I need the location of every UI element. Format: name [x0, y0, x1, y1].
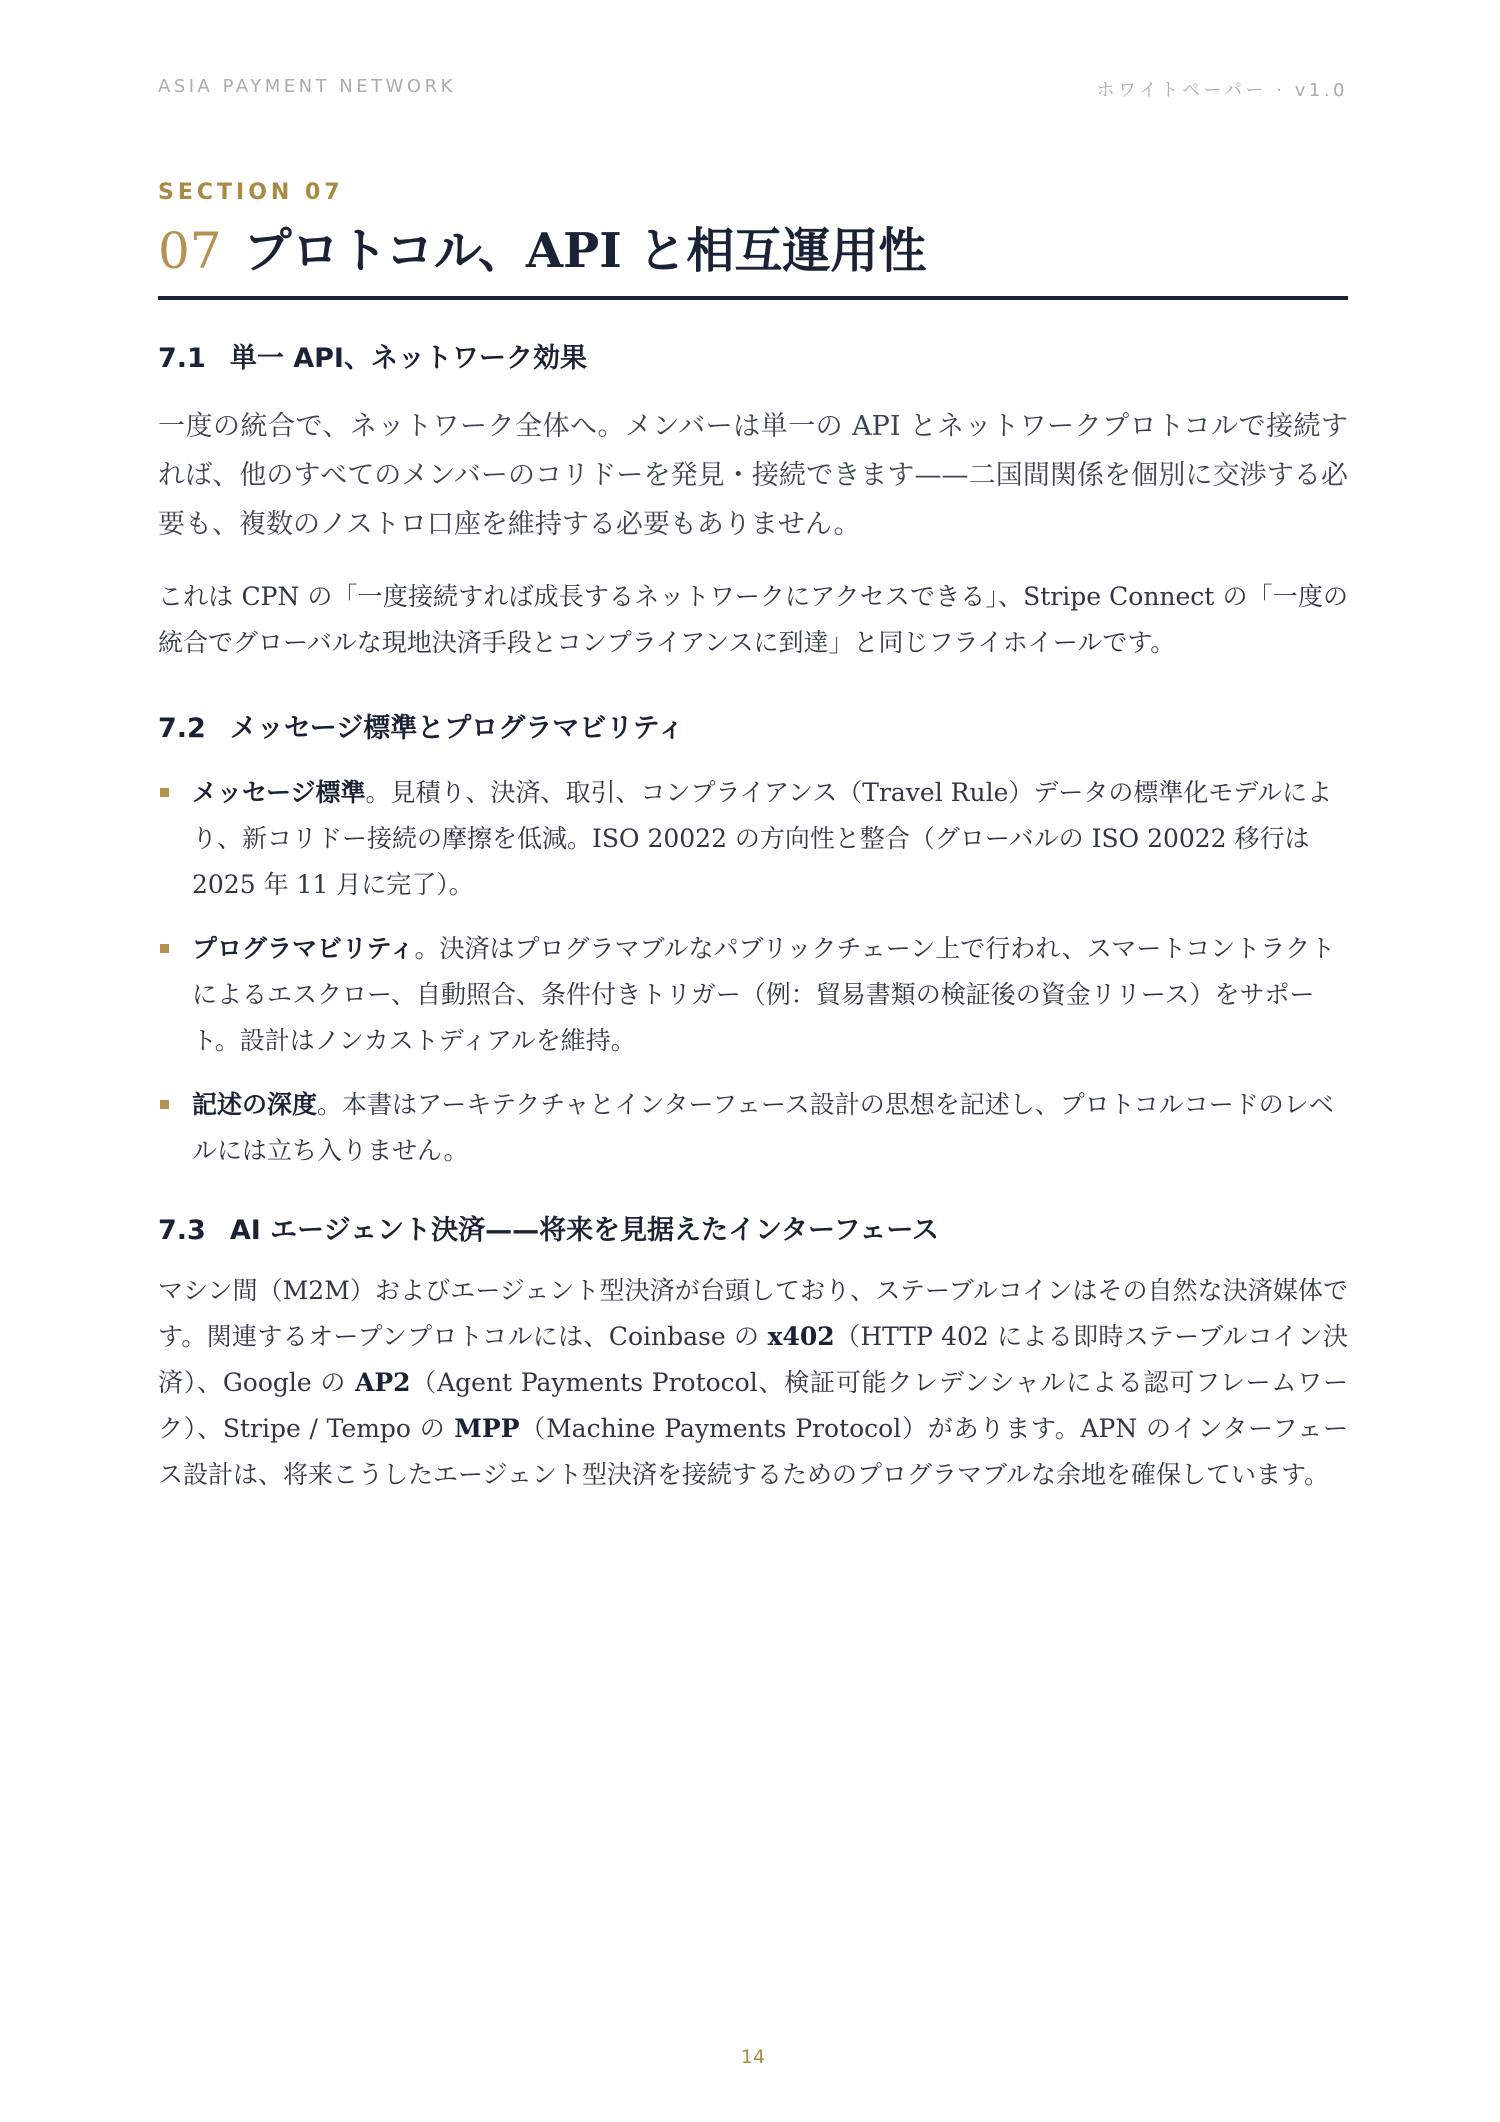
- paragraph-text: （Machine Payments Protocol）があります。APN のインターフェース設計は、将来こうしたエージェント型決済を接続するためのプログラマブルな余地を確保しています。: [158, 1414, 1348, 1489]
- list-item-text: 。本書はアーキテクチャとインターフェース設計の思想を記述し、プロトコルコードのレベルには立ち入りません。: [192, 1090, 1334, 1165]
- subsection-title: メッセージ標準とプログラマビリティ: [229, 713, 685, 744]
- list-item: [158, 770, 1348, 908]
- paragraph-text: （Agent Payments Protocol、検証可能クレデンシャルによる認可フレームワーク）、Stripe / Tempo の: [158, 1368, 1348, 1443]
- subsection-number: 7.2: [158, 713, 206, 744]
- list-item: [158, 926, 1348, 1064]
- protocol-name-x402: x402: [767, 1322, 835, 1351]
- page-number: 14: [740, 2046, 766, 2068]
- bullet-marker: [160, 788, 169, 797]
- paragraph-text: （HTTP 402 による即時ステーブルコイン決済）、Google の: [158, 1322, 1348, 1397]
- bullet-marker: [160, 1100, 169, 1109]
- subsection-title: 単一 API、ネットワーク効果: [229, 343, 587, 374]
- paragraph-lead: 一度の統合で、ネットワーク全体へ。メンバーは単一の API とネットワークプロトコルで接続すれば、他のすべてのメンバーのコリドーを発見・接続できます——二国間関係を個別に交渉する必要も、複数のノストロ口座を維持する必要もありません。: [158, 411, 1348, 540]
- paragraph-agent-payments: [158, 1268, 1348, 1498]
- header-doc-version: ホワイトペーパー · v1.0: [1096, 80, 1348, 101]
- list-item-term: プログラマビリティ: [192, 934, 415, 963]
- subsection-heading-7-1: [158, 336, 587, 375]
- subsection-title: AI エージェント決済——将来を見据えたインターフェース: [229, 1215, 939, 1246]
- bullet-marker: [160, 944, 169, 953]
- subsection-heading-7-3: [158, 1208, 939, 1247]
- list-item-text: 。決済はプログラマブルなパブリックチェーン上で行われ、スマートコントラクトによるエスクロー、自動照合、条件付きトリガー（例：貿易書類の検証後の資金リリース）をサポート。設計はノンカストディアルを維持。: [192, 934, 1336, 1055]
- running-header: [158, 76, 1348, 102]
- paragraph-flywheel: これは CPN の「一度接続すれば成長するネットワークにアクセスできる」、Stripe Connect の「一度の統合でグローバルな現地決済手段とコンプライアンスに到達」と同じフライホイールです。: [158, 582, 1348, 657]
- subsection-number: 7.1: [158, 343, 206, 374]
- document-page: [158, 0, 1348, 2122]
- list-item-term: 記述の深度: [192, 1090, 318, 1119]
- section-heading: プロトコル、API と相互運用性: [243, 223, 927, 279]
- list-item: [158, 1082, 1348, 1174]
- section-number: 07: [158, 222, 222, 280]
- header-org-name: ASIA PAYMENT NETWORK: [158, 76, 456, 97]
- subsection-heading-7-2: [158, 706, 685, 745]
- section-title: [158, 218, 1348, 300]
- list-item-term: メッセージ標準: [192, 778, 366, 807]
- list-item-text: 。見積り、決済、取引、コンプライアンス（Travel Rule）データの標準化モデルにより、新コリドー接続の摩擦を低減。ISO 20022 の方向性と整合（グローバルの ISO 20022 移行は 2025 年 11 月に完了）。: [192, 778, 1333, 899]
- bullet-list: [158, 770, 1348, 1192]
- section-kicker: SECTION 07: [158, 180, 344, 205]
- protocol-name-mpp: MPP: [454, 1414, 520, 1443]
- subsection-number: 7.3: [158, 1215, 206, 1246]
- paragraph-text: マシン間（M2M）およびエージェント型決済が台頭しており、ステーブルコインはその自然な決済媒体です。関連するオープンプロトコルには、Coinbase の: [158, 1276, 1348, 1351]
- protocol-name-ap2: AP2: [354, 1368, 411, 1397]
